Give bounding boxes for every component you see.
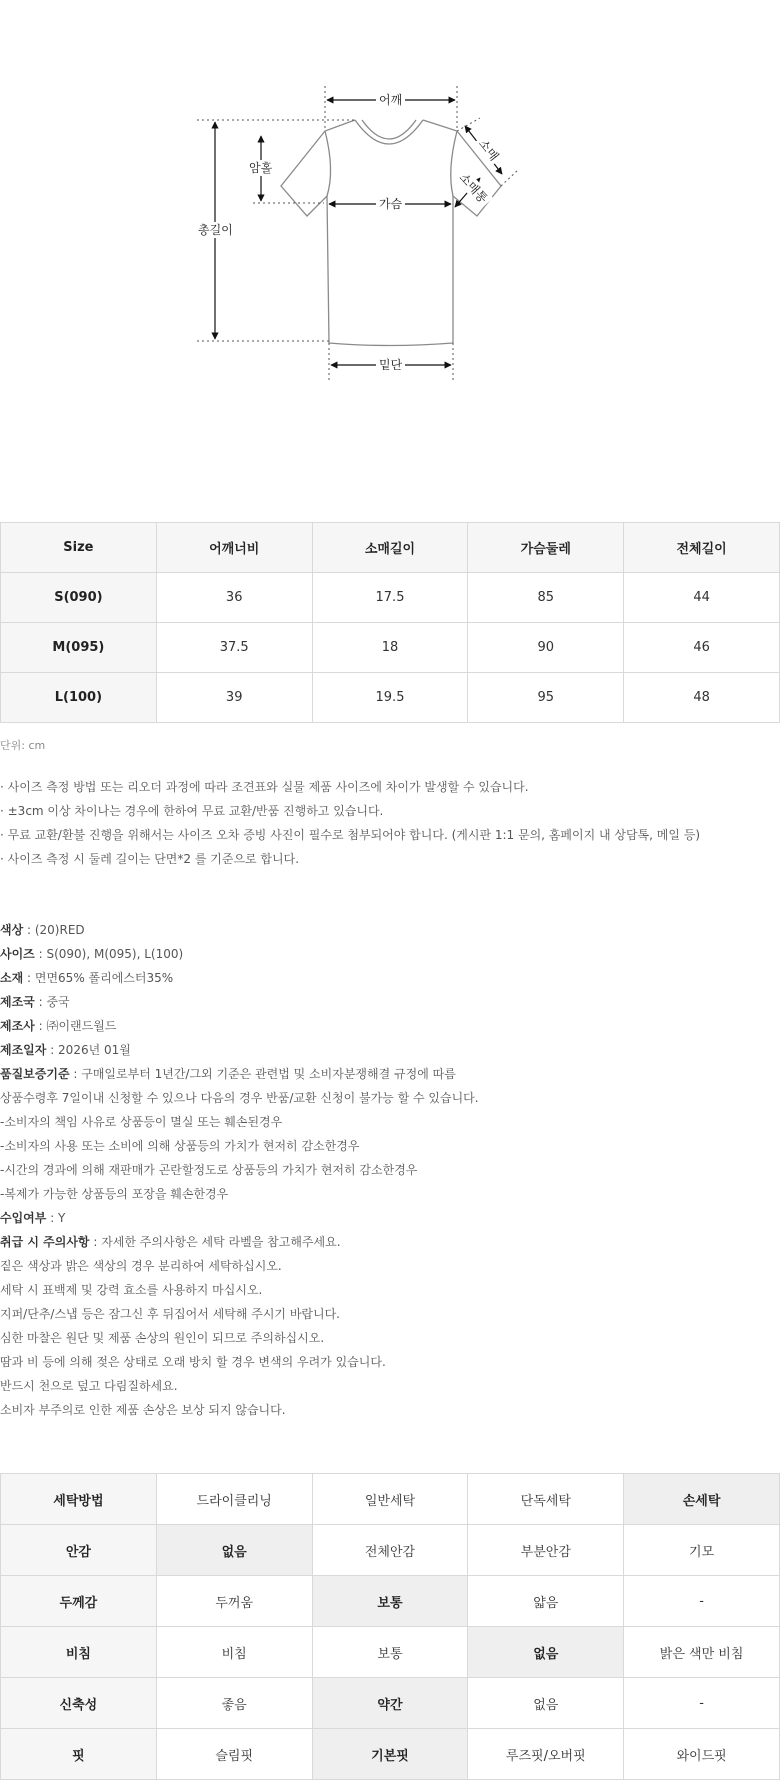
armhole-label: 암홀 [246,160,275,176]
table-row [1,573,780,623]
header-cell: 어깨너비 [156,523,312,573]
info-line [0,918,780,942]
table-row [1,673,780,723]
care-option-selected: 손세탁 [624,1474,780,1525]
info-value: -복제가 가능한 상품등의 포장을 훼손한경우 [0,1187,229,1201]
info-line [0,1278,780,1302]
info-label: 제조국 [0,995,35,1009]
info-value: 상품수령후 7일이내 신청할 수 있으나 다음의 경우 반품/교환 신청이 불가능 할 수 있습니다. [0,1091,479,1105]
info-line [0,1014,780,1038]
note-line: · 사이즈 측정 방법 또는 리오더 과정에 따라 조견표와 실물 제품 사이즈에 차이가 발생할 수 있습니다. [0,780,529,794]
info-line [0,1374,780,1398]
value-cell: 36 [156,573,312,623]
table-row [1,1576,780,1627]
info-line [0,1326,780,1350]
info-line [0,1062,780,1086]
table-row [1,1525,780,1576]
table-row [1,1678,780,1729]
info-value: -소비자의 사용 또는 소비에 의해 상품등의 가치가 현저히 감소한경우 [0,1139,360,1153]
value-cell: 17.5 [312,573,468,623]
info-value: : Y [46,1211,66,1225]
care-table [0,1473,780,1780]
size-cell: M(095) [1,623,157,673]
size-measurement-diagram [0,0,780,520]
t-shirt-illustration [0,0,780,520]
info-line [0,1230,780,1254]
info-label: 수입여부 [0,1211,47,1225]
care-option: 단독세탁 [468,1474,624,1525]
info-line [0,1158,780,1182]
care-option: 비침 [156,1627,312,1678]
info-line [0,1398,780,1422]
care-option: 좋음 [156,1678,312,1729]
care-option-selected: 약간 [312,1678,468,1729]
info-value: : ㈜이랜드월드 [34,1019,117,1033]
info-value: 소비자 부주의로 인한 제품 손상은 보상 되지 않습니다. [0,1403,286,1417]
value-cell: 48 [624,673,780,723]
value-cell: 46 [624,623,780,673]
chest-label: 가슴 [376,196,405,212]
care-option: 루즈핏/오버핏 [468,1729,624,1780]
info-value: -시간의 경과에 의해 재판매가 곤란할정도로 상품등의 가치가 현저히 감소한경우 [0,1163,418,1177]
value-cell: 18 [312,623,468,673]
info-line [0,1254,780,1278]
care-option: 와이드핏 [624,1729,780,1780]
info-line [0,1182,780,1206]
size-cell: L(100) [1,673,157,723]
info-line [0,990,780,1014]
info-value: : 중국 [34,995,70,1009]
info-line [0,942,780,966]
info-value: : 구매일로부터 1년간/그외 기준은 관련법 및 소비자분쟁해결 규정에 따름 [69,1067,456,1081]
info-value: 지퍼/단추/스냅 등은 잠그신 후 뒤집어서 세탁해 주시기 바랍니다. [0,1307,340,1321]
t-shirt-outline [281,120,501,346]
sleeve-label: 소매 [473,134,504,167]
info-label: 제조일자 [0,1043,47,1057]
value-cell: 37.5 [156,623,312,673]
shoulder-label: 어깨 [376,92,405,108]
value-cell: 39 [156,673,312,723]
care-option: 일반세탁 [312,1474,468,1525]
care-row-label: 두께감 [1,1576,157,1627]
header-cell: 전체길이 [624,523,780,573]
info-value: 땀과 비 등에 의해 젖은 상태로 오래 방치 할 경우 변색의 우려가 있습니다. [0,1355,386,1369]
size-notes [0,775,780,871]
table-row [1,1729,780,1780]
note-line: · 무료 교환/환불 진행을 위해서는 사이즈 오차 증빙 사진이 필수로 첨부되어야 합니다. (게시판 1:1 문의, 홈페이지 내 상담톡, 메일 등) [0,828,701,842]
info-label: 색상 [0,923,24,937]
info-label: 사이즈 [0,947,35,961]
note-line: · 사이즈 측정 시 둘레 길이는 단면*2 를 기준으로 합니다. [0,852,300,866]
info-line [0,1350,780,1374]
care-option: 기모 [624,1525,780,1576]
info-line [0,1086,780,1110]
unit-note: 단위: cm [0,739,46,752]
guide-lines [197,86,518,382]
care-option: 슬림핏 [156,1729,312,1780]
header-cell: 소매길이 [312,523,468,573]
care-option: 부분안감 [468,1525,624,1576]
info-value: 반드시 천으로 덮고 다림질하세요. [0,1379,178,1393]
info-line [0,1302,780,1326]
care-option: 전체안감 [312,1525,468,1576]
care-row-label: 비침 [1,1627,157,1678]
size-table [0,522,780,723]
care-row-label: 안감 [1,1525,157,1576]
info-label: 품질보증기준 [0,1067,70,1081]
info-value: 짙은 색상과 밝은 색상의 경우 분리하여 세탁하십시오. [0,1259,282,1273]
care-option: 얇음 [468,1576,624,1627]
care-option: 보통 [312,1627,468,1678]
care-option: - [624,1576,780,1627]
info-line [0,966,780,990]
info-label: 소재 [0,971,24,985]
care-option: 두꺼움 [156,1576,312,1627]
header-cell: Size [1,523,157,573]
table-row [1,623,780,673]
care-option-selected: 없음 [468,1627,624,1678]
care-option-selected: 기본핏 [312,1729,468,1780]
care-option: 드라이클리닝 [156,1474,312,1525]
value-cell: 44 [624,573,780,623]
value-cell: 19.5 [312,673,468,723]
care-option-selected: 보통 [312,1576,468,1627]
table-row [1,1474,780,1525]
value-cell: 85 [468,573,624,623]
product-info [0,918,780,1422]
info-value: : (20)RED [23,923,85,937]
header-cell: 가슴둘레 [468,523,624,573]
care-option: 없음 [468,1678,624,1729]
info-label: 제조사 [0,1019,35,1033]
measurement-arrows [215,100,502,365]
info-value: : 면면65% 폴리에스터35% [23,971,174,985]
value-cell: 95 [468,673,624,723]
care-row-label: 신축성 [1,1678,157,1729]
info-value: : 2026년 01월 [46,1043,131,1057]
info-value: : 자세한 주의사항은 세탁 라벨을 참고해주세요. [89,1235,341,1249]
note-line: · ±3cm 이상 차이나는 경우에 한하여 무료 교환/반품 진행하고 있습니다. [0,804,384,818]
care-option: 밝은 색만 비침 [624,1627,780,1678]
info-value: 심한 마찰은 원단 및 제품 손상의 원인이 되므로 주의하십시오. [0,1331,325,1345]
info-value: : S(090), M(095), L(100) [34,947,184,961]
care-row-label: 세탁방법 [1,1474,157,1525]
size-table-header [1,523,780,573]
value-cell: 90 [468,623,624,673]
total-length-label: 총길이 [195,222,236,238]
info-label: 취급 시 주의사항 [0,1235,90,1249]
size-cell: S(090) [1,573,157,623]
care-option: - [624,1678,780,1729]
info-line [0,1206,780,1230]
info-line [0,1134,780,1158]
care-option-selected: 없음 [156,1525,312,1576]
info-line [0,1038,780,1062]
sleeve-width-label: 소매통 [454,167,493,208]
care-row-label: 핏 [1,1729,157,1780]
info-value: 세탁 시 표백제 및 강력 효소를 사용하지 마십시오. [0,1283,263,1297]
info-line [0,1110,780,1134]
info-value: -소비자의 책임 사유로 상품등이 멸실 또는 훼손된경우 [0,1115,283,1129]
hem-label: 밑단 [376,357,405,373]
table-row [1,1627,780,1678]
